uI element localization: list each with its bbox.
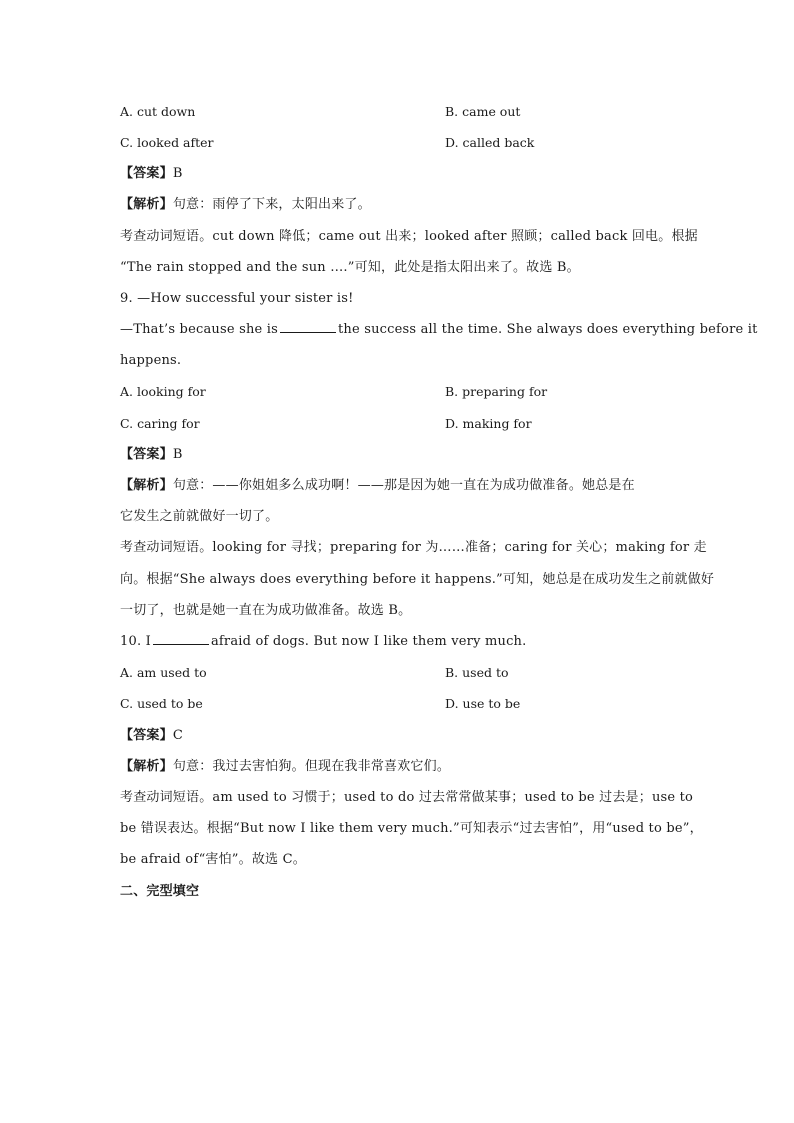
q9-option-d: D. making for [445, 416, 532, 431]
analysis-tag: 【解析】 [120, 478, 173, 493]
section-heading: 二、完型填空 [120, 884, 200, 899]
answer-blank [280, 320, 336, 333]
q8-analysis-line3: “The rain stopped and the sun ….”可知，此处是指太阳出来了。故选 B。 [120, 260, 580, 275]
q8-analysis-line1 [120, 195, 680, 215]
q9-analysis-line1 [120, 476, 680, 496]
answer-blank [153, 632, 209, 645]
q9-answer [120, 445, 680, 465]
analysis-text: 句意：——你姐姐多么成功啊！——那是因为她一直在为成功做准备。她总是在 [172, 478, 635, 493]
stem-text: 10. I [120, 634, 151, 649]
q10-answer [120, 726, 680, 746]
q9-option-a: A. looking for [120, 384, 206, 399]
answer-tag: 【答案】 [120, 447, 173, 462]
answer-value: B [172, 447, 183, 462]
answer-value: C [172, 728, 183, 743]
stem-text: afraid of dogs. But now I like them very much. [210, 634, 527, 649]
analysis-text: 句意：雨停了下来，太阳出来了。 [172, 197, 371, 212]
stem-text: the success all the time. She always does everything before it [337, 322, 758, 337]
q10-option-c: C. used to be [120, 696, 203, 711]
q10-analysis-line4: be afraid of“害怕”。故选 C。 [120, 852, 306, 867]
q10-analysis-line2: 考查动词短语。am used to 习惯于；used to do 过去常常做某事；used to be 过去是；use to [120, 790, 694, 805]
q10-analysis-line3: be 错误表达。根据“But now I like them very much.”可知表示“过去害怕”，用“used to be”， [120, 821, 703, 836]
q10-option-a: A. am used to [120, 665, 207, 680]
analysis-tag: 【解析】 [120, 759, 173, 774]
q8-option-a: A. cut down [120, 104, 196, 119]
q9-stem-line3: happens. [120, 353, 182, 368]
q9-stem-line1: 9. —How successful your sister is! [120, 291, 354, 306]
answer-tag: 【答案】 [120, 166, 173, 181]
answer-value: B [172, 166, 183, 181]
q8-analysis-line2: 考查动词短语。cut down 降低；came out 出来；looked after 照顾；called back 回电。根据 [120, 229, 698, 244]
q9-option-c: C. caring for [120, 416, 200, 431]
q10-stem [120, 632, 680, 652]
q9-analysis-line3: 考查动词短语。looking for 寻找；preparing for 为……准备；caring for 关心；making for 走 [120, 540, 707, 555]
q10-analysis-line1 [120, 757, 680, 777]
answer-tag: 【答案】 [120, 728, 173, 743]
q9-analysis-line2: 它发生之前就做好一切了。 [120, 509, 279, 524]
q9-option-b: B. preparing for [445, 384, 548, 399]
q8-option-c: C. looked after [120, 135, 214, 150]
q8-option-d: D. called back [445, 135, 535, 150]
q10-option-b: B. used to [445, 665, 509, 680]
analysis-tag: 【解析】 [120, 197, 173, 212]
q10-option-d: D. use to be [445, 696, 521, 711]
q9-analysis-line4: 向。根据“She always does everything before it happens.”可知，她总是在成功发生之前就做好 [120, 572, 715, 587]
q8-answer [120, 164, 680, 184]
stem-text: —That’s because she is [120, 322, 278, 337]
q9-analysis-line5: 一切了，也就是她一直在为成功做准备。故选 B。 [120, 603, 412, 618]
q9-stem-line2 [120, 320, 758, 340]
analysis-text: 句意：我过去害怕狗。但现在我非常喜欢它们。 [172, 759, 451, 774]
q8-option-b: B. came out [445, 104, 521, 119]
